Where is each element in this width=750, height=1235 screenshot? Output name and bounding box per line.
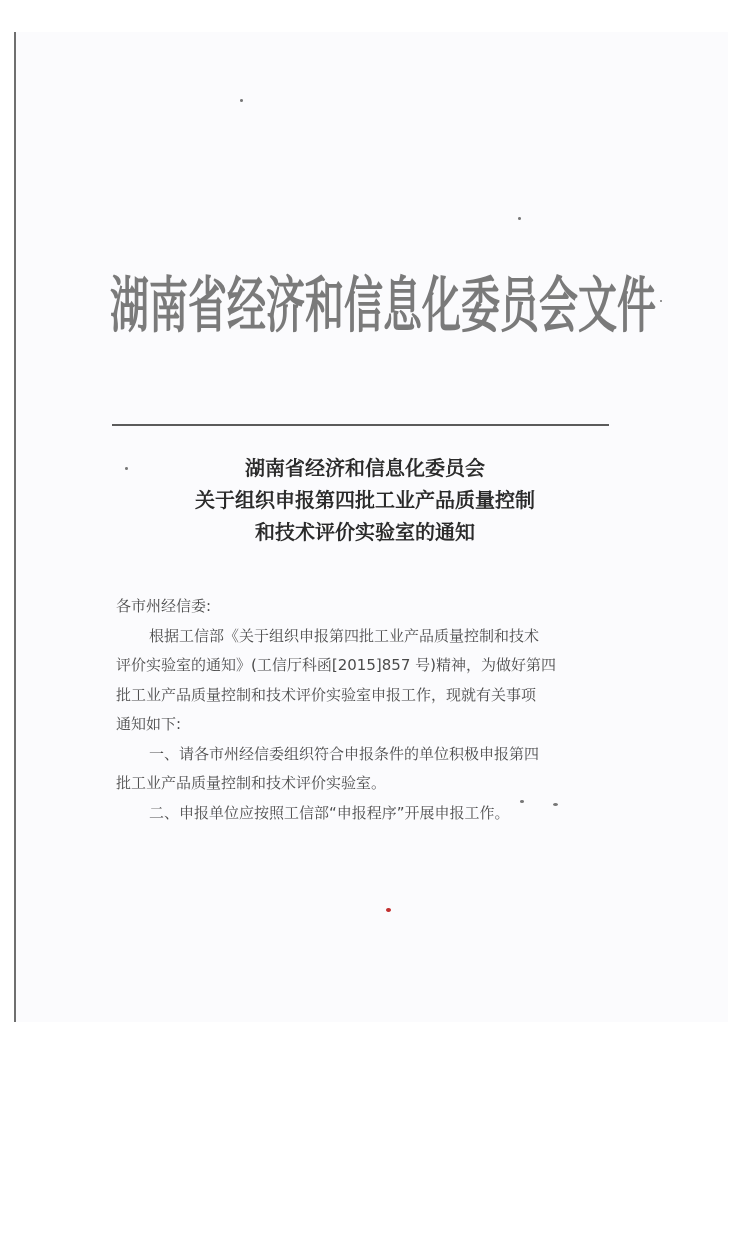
body-line: 批工业产品质量控制和技术评价实验室申报工作，现就有关事项 <box>116 685 537 704</box>
title-line: 湖南省经济和信息化委员会 <box>245 456 485 480</box>
scan-speck <box>553 803 558 806</box>
salutation: 各市州经信委: <box>116 597 212 615</box>
body-line: 批工业产品质量控制和技术评价实验室。 <box>116 774 387 792</box>
header-divider <box>112 424 609 426</box>
scan-speck <box>386 908 391 912</box>
scan-speck <box>660 300 662 302</box>
title-line: 关于组织申报第四批工业产品质量控制 <box>195 488 535 512</box>
body-line: 一、请各市州经信委组织符合申报条件的单位积极申报第四 <box>149 744 540 763</box>
scan-speck <box>125 467 128 470</box>
title-line: 和技术评价实验室的通知 <box>255 520 475 544</box>
body-line: 根据工信部《关于组织申报第四批工业产品质量控制和技术 <box>149 626 540 645</box>
scan-speck <box>518 217 521 220</box>
document-masthead: 湖南省经济和信息化委员会文件 <box>110 271 657 342</box>
body-line: 评价实验室的通知》(工信厅科函[2015]857 号)精神，为做好第四 <box>116 656 556 674</box>
body-line: 二、申报单位应按照工信部“申报程序”开展申报工作。 <box>149 803 510 822</box>
scan-speck <box>520 800 524 803</box>
document-title <box>100 452 630 548</box>
scan-speck <box>240 99 243 102</box>
body-line: 通知如下: <box>116 715 182 733</box>
document-body <box>116 592 636 828</box>
